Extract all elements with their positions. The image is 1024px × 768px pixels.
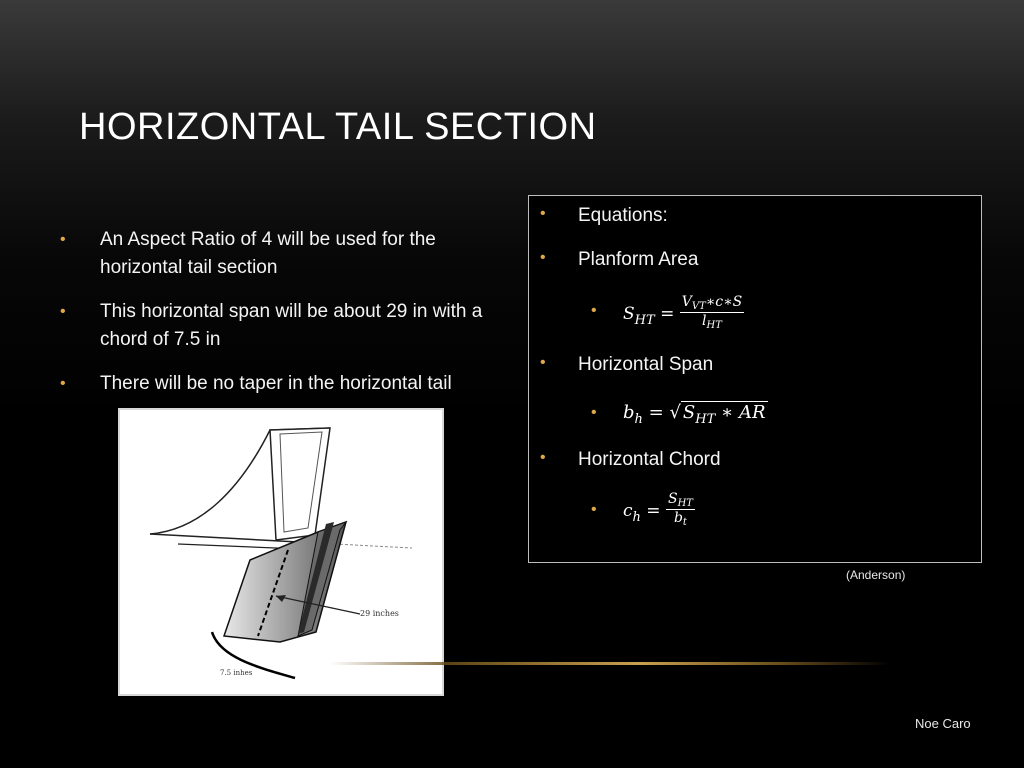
horizontal-chord-text: Horizontal Chord (578, 449, 721, 470)
tail-diagram (118, 408, 444, 696)
horizontal-span-text: Horizontal Span (578, 354, 714, 375)
equations-box (528, 195, 982, 563)
slide-title: HORIZONTAL TAIL SECTION (79, 106, 597, 148)
chord-formula: $c_h$ = $\frac{S_{HT}}{b_t}$ (623, 491, 693, 528)
planform-area-text: Planform Area (578, 249, 699, 270)
planform-area-label (540, 249, 699, 271)
horizontal-span-label (540, 354, 714, 376)
span-label: 29 inches (360, 609, 399, 618)
chord-fraction: $\frac{S_{HT}}{b_t}$ (667, 491, 693, 528)
planform-fraction: $\frac{V_{VT}∗c∗S}{l_{HT}}$ (681, 294, 743, 331)
bullet-text: There will be no taper in the horizontal tail (100, 373, 452, 394)
bullet-icon: • (540, 249, 546, 266)
bullet-icon: • (591, 404, 597, 421)
equations-heading (540, 205, 668, 227)
bullet-icon: • (60, 303, 66, 320)
bullet-icon: • (591, 501, 597, 518)
list-item (60, 298, 500, 354)
planform-formula: $S_{HT}$ = $\frac{V_{VT}∗c∗S}{l_{HT}}$ (623, 294, 743, 331)
span-equation (591, 402, 768, 427)
bullet-list (60, 226, 500, 414)
list-item (60, 370, 500, 398)
chord-equation (591, 491, 695, 530)
citation: (Anderson) (846, 568, 906, 582)
span-formula: $b_h$ = √ $S_{HT}$ ∗ AR (623, 402, 766, 427)
bullet-text: This horizontal span will be about 29 in with a chord of 7.5 in (100, 301, 483, 350)
bullet-icon: • (540, 205, 546, 222)
bullet-icon: • (591, 302, 597, 319)
bullet-icon: • (60, 375, 66, 392)
chord-label: 7.5 inhes (220, 669, 253, 677)
bullet-text: An Aspect Ratio of 4 will be used for the horizontal tail section (100, 229, 436, 278)
bullet-icon: • (60, 231, 66, 248)
list-item (60, 226, 500, 282)
tail-drawing (120, 410, 442, 694)
accent-divider (330, 662, 890, 665)
planform-equation (591, 294, 744, 333)
bullet-icon: • (540, 449, 546, 466)
bullet-icon: • (540, 354, 546, 371)
author-name: Noe Caro (915, 716, 971, 731)
equations-heading-text: Equations: (578, 205, 668, 226)
horizontal-chord-label (540, 449, 721, 471)
